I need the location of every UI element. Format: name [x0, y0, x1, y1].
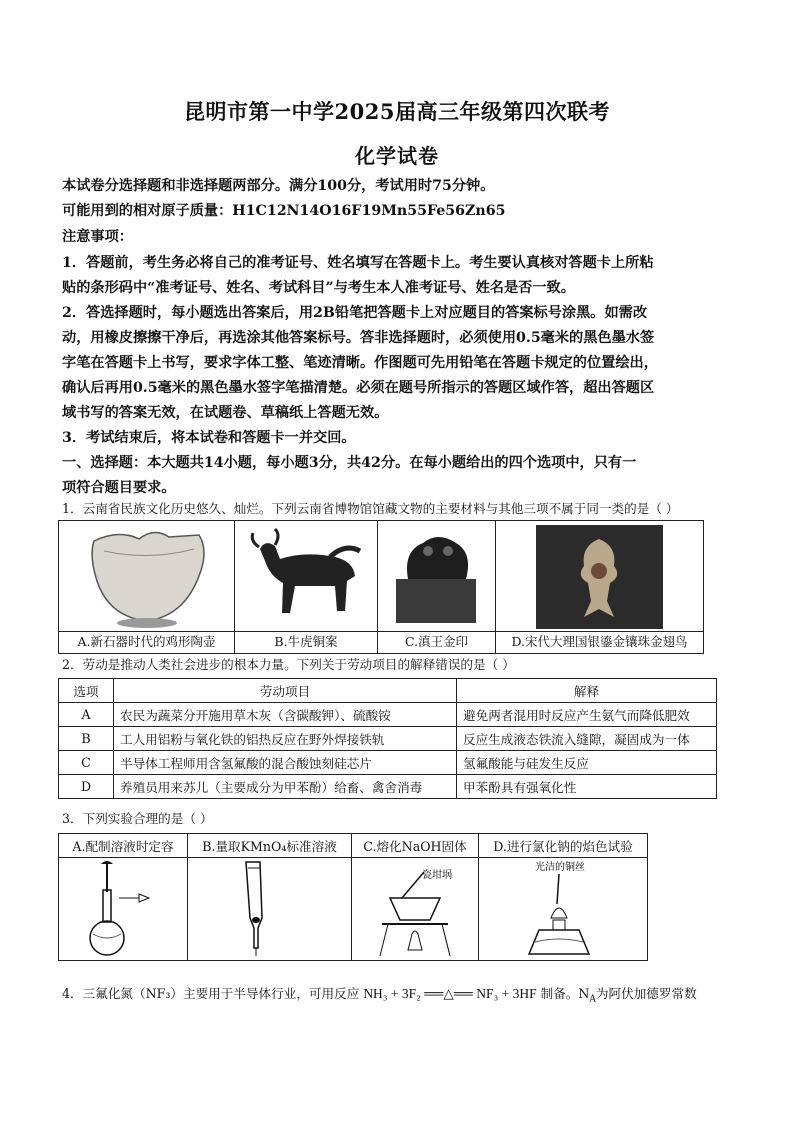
- q1-caption-a: A.新石器时代的鸡形陶壶: [59, 631, 234, 653]
- q1-option-c: [378, 521, 496, 654]
- q1-caption-d: D.宋代大理国银鎏金镶珠金翅鸟: [496, 631, 703, 653]
- exam-subtitle: 化学试卷: [355, 144, 439, 168]
- q3-image-a: [59, 858, 188, 961]
- q3-stem: 3．下列实验合理的是（ ）: [62, 811, 213, 826]
- q3-image-d: [479, 858, 648, 961]
- q1-caption-c: C.滇王金印: [378, 631, 495, 653]
- table-row: [59, 775, 717, 799]
- q2-cell: B: [59, 727, 114, 751]
- q1-stem: 1．云南省民族文化历史悠久、灿烂。下列云南省博物馆馆藏文物的主要材料与其他三项不属于同一类的是（ ）: [62, 501, 679, 516]
- intro-line-1: 本试卷分选择题和非选择题两部分。满分100分，考试用时75分钟。: [62, 178, 495, 194]
- q2-header-option: 选项: [59, 679, 114, 703]
- q2-cell: 反应生成液态铁流入缝隙，凝固成为一体: [457, 727, 717, 751]
- q2-cell: 半导体工程师用含氢氟酸的混合酸蚀刻硅芯片: [114, 751, 457, 775]
- note-line: 1．答题前，考生务必将自己的准考证号、姓名填写在答题卡上。考生要认真核对答题卡上所粘: [62, 255, 654, 271]
- q3-label-copper: 光洁的铜丝: [535, 862, 585, 873]
- q2-cell: 氢氟酸能与硅发生反应: [457, 751, 717, 775]
- q4-stem: [62, 985, 738, 1009]
- q2-table: [58, 678, 717, 799]
- q1-image-table: [58, 520, 704, 654]
- note-line: 域书写的答案无效，在试题卷、草稿纸上答题无效。: [62, 405, 389, 421]
- note-line: 3．考试结束后，将本试卷和答题卡一并交回。: [62, 430, 356, 446]
- q4-stem-a: 4．三氟化氮（NF₃）主要用于半导体行业，可用反应: [62, 986, 360, 1001]
- gold-seal-image: [378, 521, 495, 631]
- q2-cell: C: [59, 751, 114, 775]
- q3-image-c: [352, 858, 479, 961]
- intro-line-2: 可能用到的相对原子质量：H1C12N14O16F19Mn55Fe56Zn65: [62, 203, 506, 219]
- q1-option-b: [235, 521, 378, 654]
- q3-option-d: D.进行氯化钠的焰色试验: [479, 834, 648, 858]
- pottery-pot-image: [59, 521, 234, 631]
- note-line: 2．答选择题时，每小题选出答案后，用2B铅笔把答题卡上对应题目的答案标号涂黑。如需改: [62, 305, 648, 321]
- q1-caption-b: B.牛虎铜案: [235, 631, 377, 653]
- q3-option-c: C.熔化NaOH固体: [352, 834, 479, 858]
- table-row: [59, 727, 717, 751]
- q2-cell: D: [59, 775, 114, 799]
- q4-stem-c: 为阿伏加德罗常数: [595, 986, 697, 1001]
- q2-cell: 农民为蔬菜分开施用草木灰（含碳酸钾）、硫酸铵: [114, 703, 457, 727]
- q2-header-explain: 解释: [457, 679, 717, 703]
- q2-header-item: 劳动项目: [114, 679, 457, 703]
- q2-cell: 养殖员用来苏儿（主要成分为甲苯酚）给畜、禽舍消毒: [114, 775, 457, 799]
- exam-title: 昆明市第一中学2025届高三年级第四次联考: [184, 99, 610, 124]
- table-row: [59, 751, 717, 775]
- note-line: 确认后再用0.5毫米的黑色墨水签字笔描清楚。必须在题号所指示的答题区域作答，超出答题区: [62, 380, 655, 396]
- q1-option-a: [59, 521, 235, 654]
- q2-cell: 甲苯酚具有强氧化性: [457, 775, 717, 799]
- q3-label-crucible: 瓷坩埚: [422, 870, 452, 881]
- q3-option-b: B.量取KMnO₄标准溶液: [188, 834, 352, 858]
- note-line: 动，用橡皮擦擦干净后，再选涂其他答案标号。答非选择题时，必须使用0.5毫米的黑色墨水签: [62, 330, 655, 346]
- q2-cell: A: [59, 703, 114, 727]
- q3-table: [58, 833, 648, 961]
- q2-stem: 2．劳动是推动人类社会进步的根本力量。下列关于劳动项目的解释错误的是（ ）: [62, 657, 515, 672]
- q2-cell: 工人用铝粉与氧化铁的铝热反应在野外焊接铁轨: [114, 727, 457, 751]
- q4-sub: A: [589, 994, 596, 1005]
- volumetric-flask-icon: [59, 858, 187, 960]
- q1-option-d: [496, 521, 704, 654]
- note-line: 字笔在答题卡上书写，要求字体工整、笔迹清晰。作图题可先用铅笔在答题卡规定的位置绘出，: [62, 355, 658, 371]
- note-line: 贴的条形码中“准考证号、姓名、考试科目”与考生本人准考证号、姓名是否一致。: [62, 280, 575, 296]
- q3-image-b: [188, 858, 352, 961]
- q4-stem-b: 制备。N: [540, 986, 590, 1001]
- section-heading: 一、选择题：本大题共14小题，每小题3分，共42分。在每小题给出的四个选项中，只有一: [62, 455, 637, 471]
- q3-option-a: A.配制溶液时定容: [59, 834, 188, 858]
- q4-equation: NH₃ + 3F₂ ══△══ NF₃ + 3HF: [363, 986, 537, 1001]
- bronze-ox-image: [235, 521, 377, 631]
- q2-cell: 避免两者混用时反应产生氨气而降低肥效: [457, 703, 717, 727]
- golden-bird-image: [496, 521, 703, 631]
- burette-icon: [188, 858, 351, 960]
- flame-test-icon: [479, 858, 647, 960]
- intro-line-3: 注意事项：: [62, 229, 133, 245]
- crucible-icon: [352, 858, 478, 960]
- section-heading-cont: 项符合题目要求。: [62, 480, 176, 496]
- table-row: [59, 703, 717, 727]
